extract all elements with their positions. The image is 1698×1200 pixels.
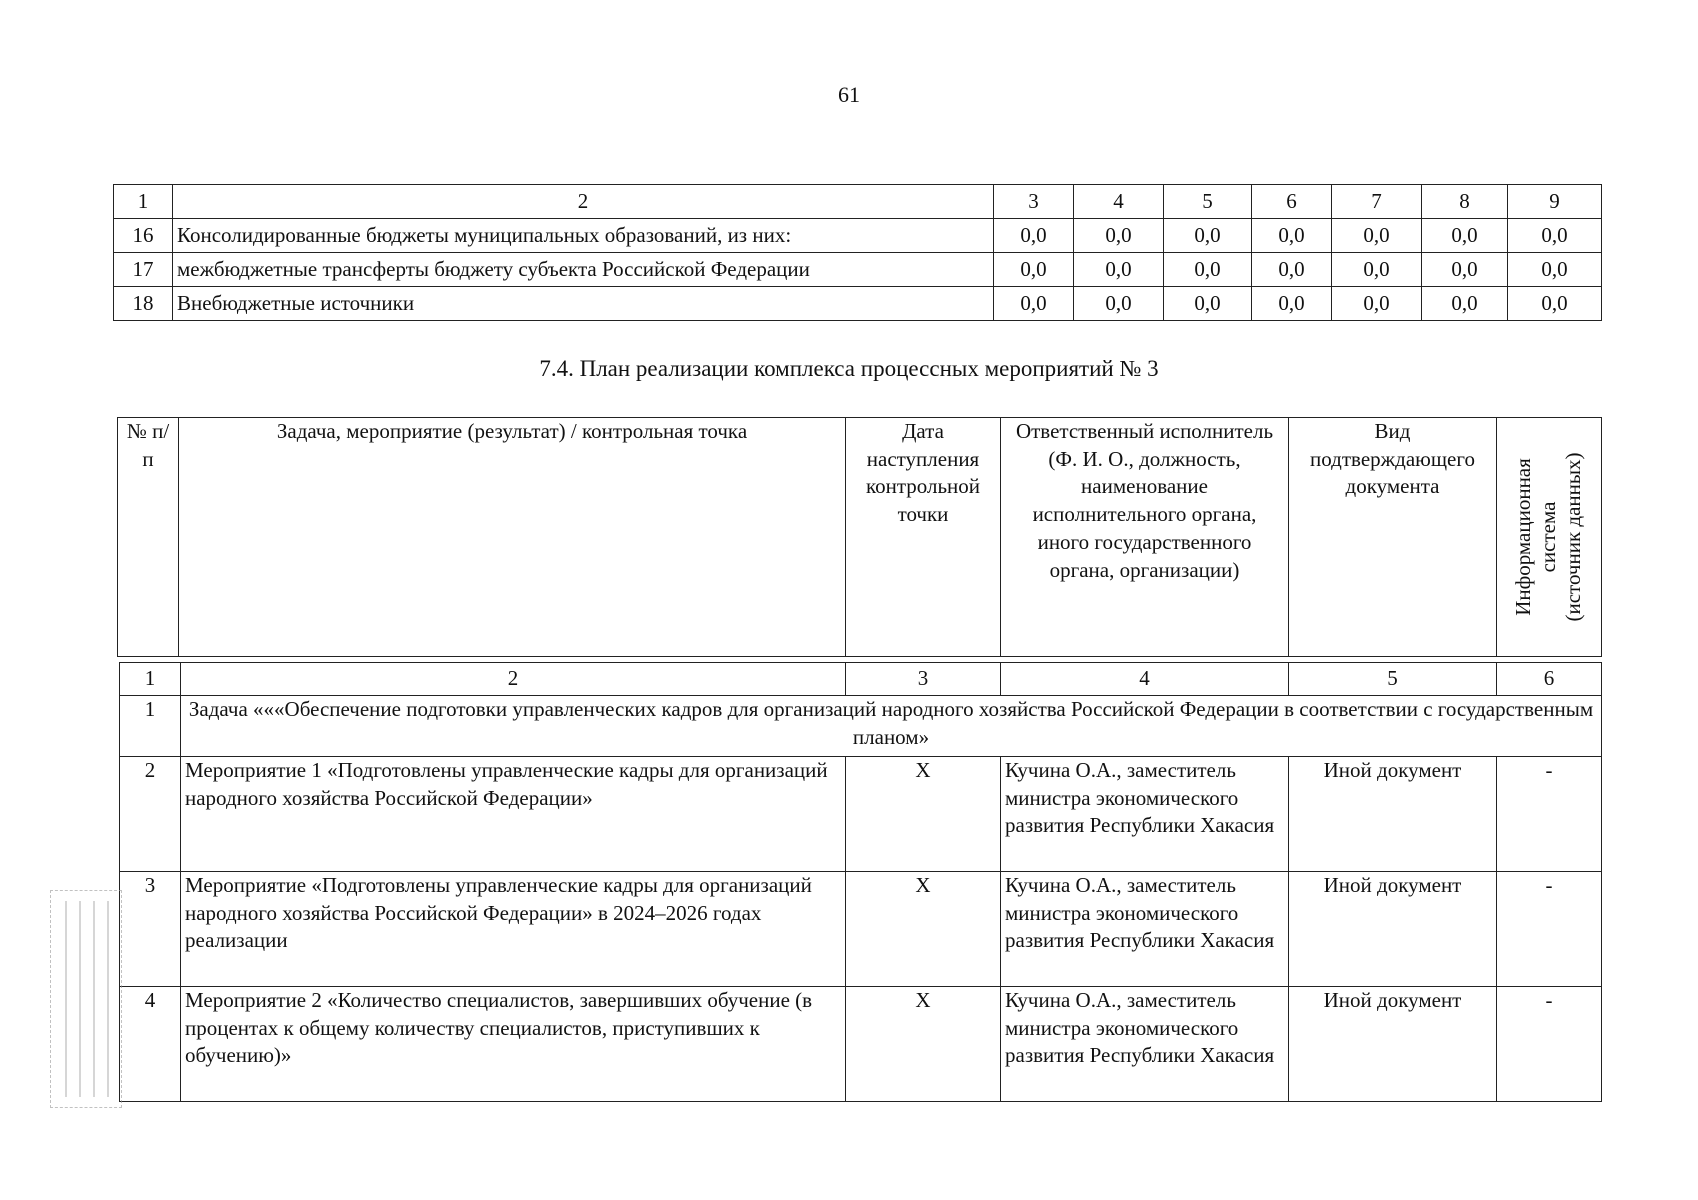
value-cell: 0,0 (1332, 253, 1422, 287)
row-number: 17 (114, 253, 173, 287)
value-cell: 0,0 (1074, 219, 1164, 253)
value-cell: 0,0 (994, 219, 1074, 253)
row-number: 1 (120, 696, 181, 757)
section-heading: 7.4. План реализации комплекса процессных мероприятий № 3 (539, 356, 1159, 381)
row-number: 4 (120, 987, 181, 1102)
row-number: 3 (120, 872, 181, 987)
table-row (114, 253, 1602, 287)
value-cell: 0,0 (1332, 287, 1422, 321)
table-header-row (114, 185, 1602, 219)
value-cell: 0,0 (1074, 287, 1164, 321)
info-system-cell: - (1497, 987, 1602, 1102)
date-cell: X (846, 987, 1001, 1102)
value-cell: 0,0 (1164, 253, 1252, 287)
value-cell: 0,0 (1508, 287, 1602, 321)
row-number: 16 (114, 219, 173, 253)
column-number: 8 (1422, 185, 1508, 219)
column-number: 5 (1289, 663, 1497, 696)
column-number: 6 (1252, 185, 1332, 219)
value-cell: 0,0 (994, 253, 1074, 287)
info-system-cell: - (1497, 872, 1602, 987)
responsible-cell: Кучина О.А., заместитель министра экономического развития Республики Хакасия (1001, 872, 1289, 987)
header-doc-type: Вид подтверждающего документа (1289, 418, 1497, 657)
table-row (120, 757, 1602, 872)
header-info-system (1497, 418, 1602, 657)
table-row (120, 872, 1602, 987)
page-number: 61 (838, 82, 860, 107)
plan-table-header (117, 417, 1602, 657)
value-cell: 0,0 (1164, 219, 1252, 253)
value-cell: 0,0 (1074, 253, 1164, 287)
date-cell: X (846, 757, 1001, 872)
column-number: 4 (1074, 185, 1164, 219)
table-row (114, 219, 1602, 253)
plan-table-body (119, 662, 1602, 1102)
task-text: Задача «««Обеспечение подготовки управленческих кадров для организаций народного хозяйства Российской Федерации в соответствии с государственным планом» (181, 696, 1602, 757)
date-cell: X (846, 872, 1001, 987)
column-number: 3 (846, 663, 1001, 696)
column-number: 7 (1332, 185, 1422, 219)
activity-text: Мероприятие 2 «Количество специалистов, завершивших обучение (в процентах к общему количеству специалистов, приступивших к обучению)» (181, 987, 846, 1102)
budget-table (113, 184, 1602, 321)
value-cell: 0,0 (1164, 287, 1252, 321)
value-cell: 0,0 (1252, 287, 1332, 321)
value-cell: 0,0 (1422, 219, 1508, 253)
value-cell: 0,0 (1508, 219, 1602, 253)
column-number: 9 (1508, 185, 1602, 219)
value-cell: 0,0 (1332, 219, 1422, 253)
column-numbers-row (120, 663, 1602, 696)
row-number: 2 (120, 757, 181, 872)
table-row (120, 987, 1602, 1102)
doc-type-cell: Иной документ (1289, 872, 1497, 987)
header-responsible: Ответственный исполнитель (Ф. И. О., должность, наименование исполнительного органа, иного государственного органа, организации) (1001, 418, 1289, 657)
header-date: Дата наступления контрольной точки (846, 418, 1001, 657)
responsible-cell: Кучина О.А., заместитель министра экономического развития Республики Хакасия (1001, 987, 1289, 1102)
value-cell: 0,0 (1252, 219, 1332, 253)
row-number: 18 (114, 287, 173, 321)
row-name: Консолидированные бюджеты муниципальных образований, из них: (173, 219, 994, 253)
value-cell: 0,0 (1508, 253, 1602, 287)
task-row (120, 696, 1602, 757)
header-task: Задача, мероприятие (результат) / контрольная точка (179, 418, 846, 657)
column-number: 3 (994, 185, 1074, 219)
column-number: 1 (114, 185, 173, 219)
table-header-row (118, 418, 1602, 657)
row-name: Внебюджетные источники (173, 287, 994, 321)
doc-type-cell: Иной документ (1289, 757, 1497, 872)
responsible-cell: Кучина О.А., заместитель министра экономического развития Республики Хакасия (1001, 757, 1289, 872)
column-number: 4 (1001, 663, 1289, 696)
header-info-system-line2: система (1536, 501, 1561, 573)
activity-text: Мероприятие «Подготовлены управленческие кадры для организаций народного хозяйства Российской Федерации» в 2024–2026 годах реализации (181, 872, 846, 987)
table-row (114, 287, 1602, 321)
header-num: № п/п (118, 418, 179, 657)
header-info-system-line3: (источник данных) (1561, 452, 1586, 622)
doc-type-cell: Иной документ (1289, 987, 1497, 1102)
value-cell: 0,0 (994, 287, 1074, 321)
header-info-system-line1: Информационная (1511, 458, 1536, 616)
column-number: 6 (1497, 663, 1602, 696)
column-number: 1 (120, 663, 181, 696)
column-number: 5 (1164, 185, 1252, 219)
column-number: 2 (181, 663, 846, 696)
value-cell: 0,0 (1422, 287, 1508, 321)
activity-text: Мероприятие 1 «Подготовлены управленческие кадры для организаций народного хозяйства Российской Федерации» (181, 757, 846, 872)
value-cell: 0,0 (1252, 253, 1332, 287)
margin-stamp (50, 890, 122, 1108)
row-name: межбюджетные трансферты бюджету субъекта Российской Федерации (173, 253, 994, 287)
info-system-cell: - (1497, 757, 1602, 872)
column-number: 2 (173, 185, 994, 219)
value-cell: 0,0 (1422, 253, 1508, 287)
